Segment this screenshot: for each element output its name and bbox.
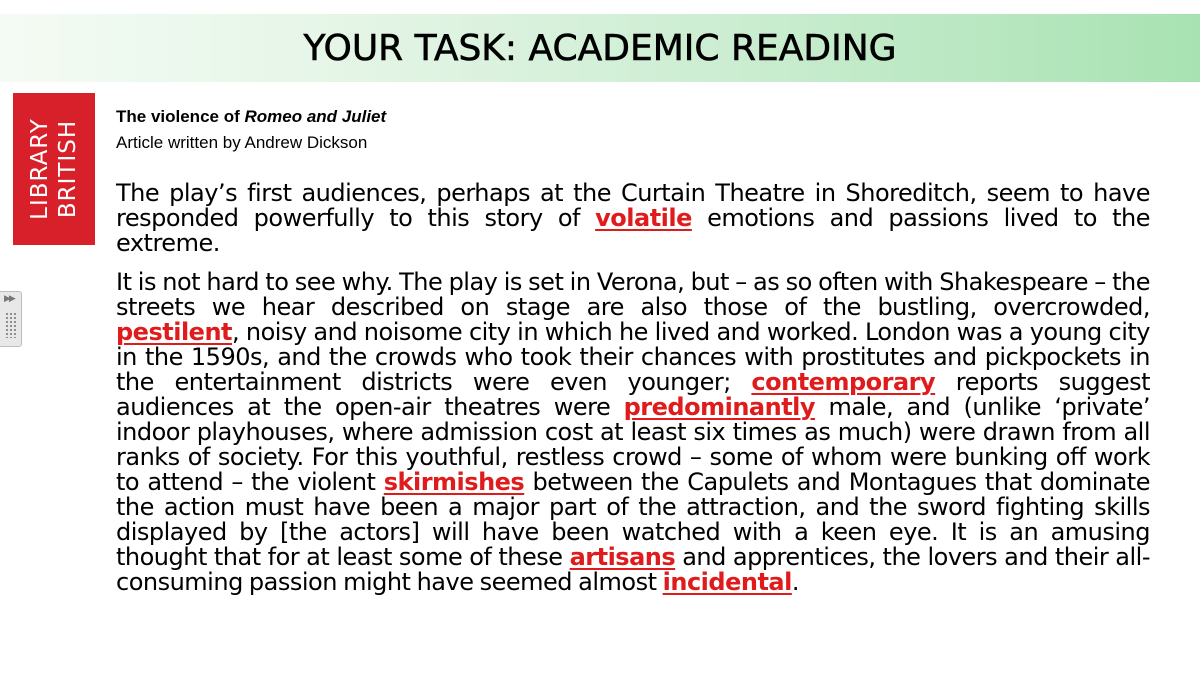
vocab-word-skirmishes: skirmishes: [383, 468, 525, 496]
logo-text: [26, 93, 82, 245]
paragraph-1: [116, 181, 1150, 256]
logo-line-library: LIBRARY: [27, 118, 53, 220]
paragraph-text: It is not hard to see why. The play is set in Verona, but – as so often with Shakespeare – the streets we hear described on stage are also those of the bustling, overcrowded,: [116, 268, 1150, 321]
grip-dots-icon: [5, 312, 17, 338]
paragraph-text: , noisy and noisome city in which he lived and worked. London was a young city in the 1590s, and the crowds who took their chances with prostitutes and pickpockets in the entertainment districts were even younger;: [116, 318, 1150, 396]
paragraph-text: .: [791, 568, 799, 596]
title-bar: [0, 14, 1200, 82]
paragraph-text: reports suggest audiences at the open-air theatres were: [116, 368, 1150, 421]
british-library-logo: [13, 93, 95, 245]
logo-line-british: BRITISH: [55, 119, 81, 219]
vocab-word-incidental: incidental: [662, 568, 792, 596]
slide-title: YOUR TASK: ACADEMIC READING: [303, 27, 897, 69]
paragraph-text: and apprentices, the lovers and their all-consuming passion might have seemed almost: [116, 543, 1150, 596]
article-title-prefix: The violence of: [116, 107, 245, 126]
article-title: [116, 107, 386, 127]
vocab-word-pestilent: pestilent: [116, 318, 233, 346]
vocab-word-volatile: volatile: [595, 204, 692, 232]
slide-panel-toggle[interactable]: [0, 291, 22, 347]
vocab-word-contemporary: contemporary: [751, 368, 936, 396]
double-chevron-right-icon: ▶▶: [4, 294, 14, 304]
paragraph-text: male, and (unlike ‘private’ indoor playhouses, where admission cost at least six times as much) were drawn from all ranks of society. For this youthful, restless crowd – some of whom were bunking off work to attend – the violent: [116, 393, 1151, 496]
article-author: Article written by Andrew Dickson: [116, 133, 368, 152]
paragraph-text: The play’s first audiences, perhaps at the Curtain Theatre in Shoreditch, seem to have responded powerfully to this story of: [116, 179, 1150, 232]
vocab-word-predominantly: predominantly: [623, 393, 816, 421]
paragraph-text: emotions and passions lived to the extreme.: [116, 204, 1150, 257]
paragraph-text: between the Capulets and Montagues that dominate the action must have been a major part of the attraction, and the sword fighting skills displayed by [the actors] will have been watched with a keen eye. It is an amusing thought that for at least some of these: [116, 468, 1150, 571]
vocab-word-artisans: artisans: [569, 543, 676, 571]
article-title-play: Romeo and Juliet: [244, 107, 387, 126]
paragraph-2: [116, 270, 1150, 595]
